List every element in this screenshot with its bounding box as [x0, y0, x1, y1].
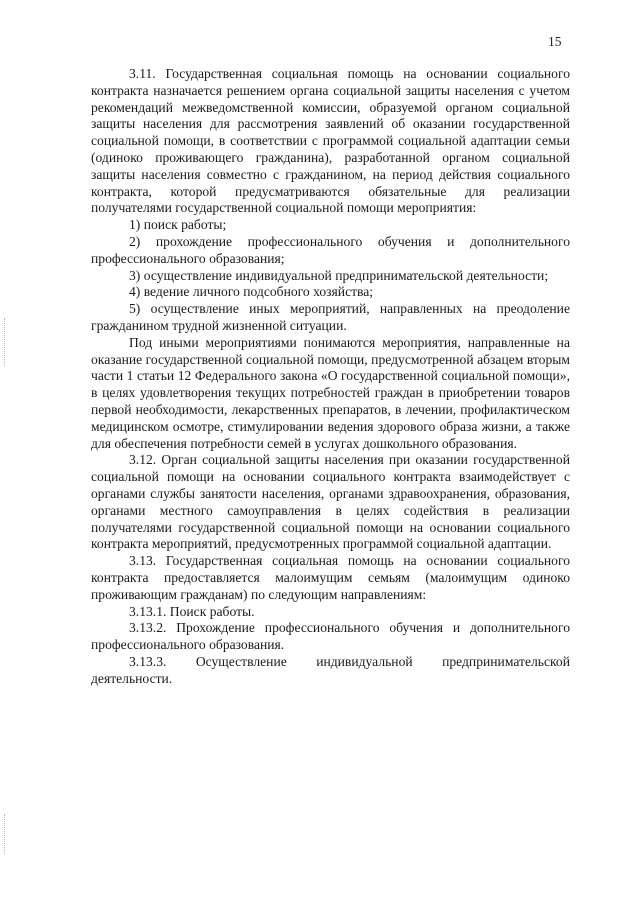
list-item-4: 4) ведение личного подсобного хозяйства; [129, 284, 374, 300]
paragraph-3-13: 3.13. Государственная социальная помощь на основании социального контракта предоставляется малоимущим семьям (малоимущим одиноко проживающим гражданам) по следующим направлениям: [91, 553, 570, 602]
paragraph-3-11: 3.11. Государственная социальная помощь на основании социального контракта назначается решением органа социальной защиты населения с учетом рекомендаций межведомственной комиссии, образуемой органом социальной защиты населения для рассмотрения заявлений об оказании государственной социальной помощи, в соответствии с программой социальной адаптации семьи (одиноко проживающего гражданина), разработанной органом социальной защиты населения совместно с гражданином, на период действия социального контракта, которой предусматриваются обязательные для реализации получателями государственной социальной помощи мероприятия: [91, 66, 570, 216]
paragraph-other-measures: Под иными мероприятиями понимаются мероприятия, направленные на оказание государственной социальной помощи, предусмотренной абзацем вторым части 1 статьи 12 Федерального закона «О государственной социальной помощи», в целях удовлетворения текущих потребностей граждан в приобретении товаров первой необходимости, лекарственных препаратов, в лечении, профилактическом медицинском осмотре, стимулировании ведения здорового образа жизни, а также для обеспечения потребности семей в услугах дошкольного образования. [91, 334, 570, 451]
paragraph-3-12: 3.12. Орган социальной защиты населения при оказании государственной социальной помощи на основании социального контракта взаимодействует с органами службы занятости населения, органами здравоохранения, образования, органами местного самоуправления в целях содействия в реализации получателями государственной социальной помощи на основании социального контракта мероприятий, предусмотренных программой социальной адаптации. [91, 452, 570, 552]
list-item-5: 5) осуществление иных мероприятий, направленных на преодоление гражданином трудной жизненной ситуации. [91, 301, 570, 333]
document-body [91, 66, 570, 687]
paragraph-3-13-3: 3.13.3. Осуществление индивидуальной предпринимательской деятельности. [91, 653, 570, 686]
list-item-2: 2) прохождение профессионального обучения и дополнительного профессионального образования; [91, 233, 570, 266]
paragraph-3-13-1: 3.13.1. Поиск работы. [129, 603, 255, 619]
page-number: 15 [548, 34, 562, 49]
scan-edge-mark [4, 814, 7, 854]
scan-edge-mark [4, 318, 7, 366]
paragraph-3-13-2: 3.13.2. Прохождение профессионального обучения и дополнительного профессионального образования. [91, 620, 570, 653]
list-item-1: 1) поиск работы; [129, 217, 227, 233]
list-item-3: 3) осуществление индивидуальной предпринимательской деятельности; [129, 267, 549, 283]
